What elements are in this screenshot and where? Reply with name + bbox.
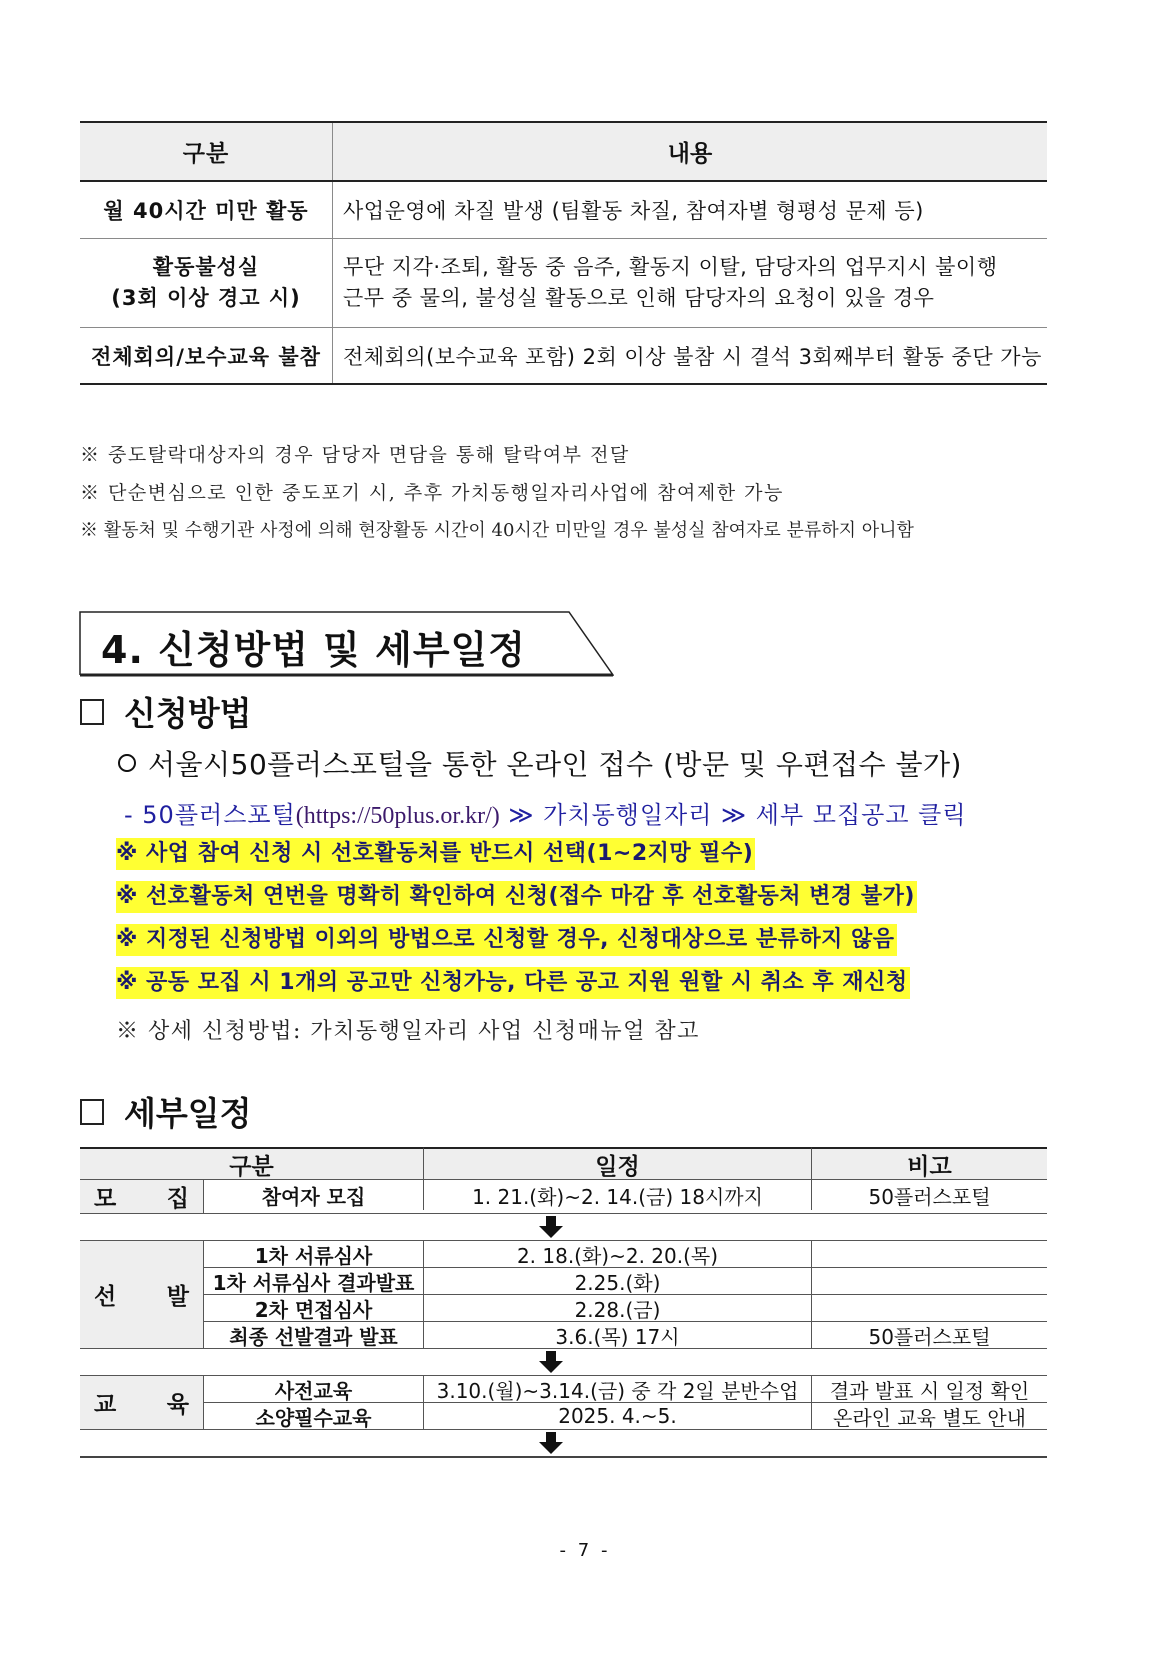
table-row — [80, 239, 1047, 328]
category-char: 발 — [166, 1284, 189, 1310]
highlight-note-method-only: ※ 지정된 신청방법 이외의 방법으로 신청할 경우, 신청대상으로 분류하지 않음 — [116, 924, 897, 956]
schedule-item: 1차 서류심사 — [204, 1241, 424, 1267]
highlight-note-preferred-site: ※ 사업 참여 신청 시 선호활동처를 반드시 선택(1~2지망 필수) — [116, 838, 755, 870]
down-arrow-icon — [539, 1351, 563, 1373]
schedule-remark: 50플러스포털 — [868, 1324, 991, 1349]
header-date: 일정 — [424, 1147, 812, 1179]
category-char: 교 — [94, 1392, 117, 1418]
schedule-item: 사전교육 — [204, 1376, 424, 1402]
checkbox-square-icon — [80, 699, 104, 725]
table-row — [204, 1241, 1047, 1268]
flow-arrow-row — [80, 1349, 1047, 1376]
row-category: 월 40시간 미만 활동 — [80, 181, 333, 239]
group-category — [80, 1376, 204, 1429]
schedule-remark — [812, 1268, 1047, 1294]
down-arrow-icon — [539, 1216, 563, 1238]
note-voluntary-quit: ※ 단순변심으로 인한 중도포기 시, 추후 가치동행일자리사업에 참여제한 가능 — [80, 482, 784, 504]
section-heading-box — [79, 611, 614, 675]
schedule-date: 3.6.(목) 17시 — [424, 1322, 812, 1348]
portal-url-link[interactable]: (https://50plus.or.kr/) — [295, 803, 500, 829]
portal-navigation-path: ≫ 가치동행일자리 ≫ 세부 모집공고 클릭 — [499, 801, 967, 829]
header-content: 내용 — [333, 122, 1048, 181]
schedule-remark — [812, 1295, 1047, 1321]
row-category — [80, 239, 333, 328]
header-remark: 비고 — [812, 1147, 1047, 1179]
schedule-group-selection — [80, 1241, 1047, 1349]
circle-bullet-icon — [118, 754, 136, 772]
category-char: 모 — [94, 1186, 117, 1212]
detail-manual-note: ※ 상세 신청방법: 가치동행일자리 사업 신청매뉴얼 참고 — [116, 1019, 700, 1044]
flow-arrow-row — [80, 1430, 1047, 1458]
table-header-row — [80, 122, 1047, 181]
schedule-remark — [812, 1241, 1047, 1267]
row-content-line: 무단 지각·조퇴, 활동 중 음주, 활동지 이탈, 담당자의 업무지시 불이행 — [343, 255, 998, 279]
header-category: 구분 — [80, 122, 333, 181]
row-category-line: (3회 이상 경고 시) — [111, 286, 301, 310]
highlight-note-check-number: ※ 선호활동처 연번을 명확히 확인하여 신청(접수 마감 후 선호활동처 변경 불가) — [116, 881, 917, 913]
schedule-date: 2.25.(화) — [424, 1268, 812, 1294]
apply-bullet-text: 서울시50플러스포털을 통한 온라인 접수 (방문 및 우편접수 불가) — [148, 748, 962, 781]
header-category: 구분 — [80, 1147, 424, 1179]
schedule-date: 2025. 4.~5. — [424, 1403, 812, 1429]
table-row — [204, 1376, 1047, 1403]
category-char: 집 — [166, 1186, 189, 1212]
schedule-group-recruit — [80, 1180, 1047, 1214]
schedule-item: 2차 면접심사 — [204, 1295, 424, 1321]
schedule-date: 1. 21.(화)~2. 14.(금) 18시까지 — [424, 1180, 812, 1210]
note-under-40-hours: ※ 활동처 및 수행기관 사정에 의해 현장활동 시간이 40시간 미만일 경우 불성실 참여자로 분류하지 아니함 — [80, 520, 914, 541]
page-number: - 7 - — [559, 1540, 611, 1561]
table-row — [204, 1268, 1047, 1295]
schedule-heading — [80, 1088, 252, 1135]
group-category — [80, 1241, 204, 1348]
apply-bullet — [118, 743, 962, 783]
flow-arrow-row — [80, 1214, 1047, 1241]
portal-name: - 50플러스포털 — [124, 801, 296, 829]
row-content-line: 근무 중 물의, 불성실 활동으로 인해 담당자의 요청이 있을 경우 — [343, 286, 935, 310]
row-category-line: 활동불성실 — [152, 255, 260, 279]
row-content: 전체회의(보수교육 포함) 2회 이상 불참 시 결석 3회째부터 활동 중단 가능 — [333, 328, 1048, 385]
schedule-table — [80, 1147, 1047, 1458]
schedule-item: 참여자 모집 — [204, 1180, 424, 1210]
row-content — [333, 239, 1048, 328]
schedule-date: 3.10.(월)~3.14.(금) 중 각 2일 분반수업 — [424, 1376, 812, 1402]
note-dropout-interview: ※ 중도탈락대상자의 경우 담당자 면담을 통해 탈락여부 전달 — [80, 444, 630, 466]
schedule-remark: 50플러스포털 — [868, 1184, 991, 1209]
schedule-remark: 결과 발표 시 일정 확인 — [829, 1378, 1030, 1403]
portal-path — [124, 795, 967, 830]
dropout-criteria-table — [80, 121, 1047, 385]
table-row — [80, 181, 1047, 239]
schedule-item: 소양필수교육 — [204, 1403, 424, 1429]
schedule-date: 2. 18.(화)~2. 20.(목) — [424, 1241, 812, 1267]
row-content: 사업운영에 차질 발생 (팀활동 차질, 참여자별 형평성 문제 등) — [333, 181, 1048, 239]
category-char: 선 — [94, 1284, 117, 1310]
schedule-date: 2.28.(금) — [424, 1295, 812, 1321]
category-char: 육 — [166, 1392, 189, 1418]
section-title: 4. 신청방법 및 세부일정 — [101, 628, 526, 672]
apply-method-title: 신청방법 — [124, 694, 252, 733]
down-arrow-icon — [539, 1432, 563, 1454]
schedule-group-education — [80, 1376, 1047, 1430]
apply-method-heading — [80, 688, 252, 735]
group-category — [80, 1180, 204, 1213]
schedule-header-row — [80, 1147, 1047, 1180]
table-row — [204, 1180, 1047, 1210]
schedule-title: 세부일정 — [124, 1094, 252, 1133]
checkbox-square-icon — [80, 1099, 104, 1125]
table-row — [204, 1322, 1047, 1348]
schedule-remark: 온라인 교육 별도 안내 — [833, 1405, 1026, 1430]
schedule-item: 1차 서류심사 결과발표 — [204, 1268, 424, 1294]
table-row — [204, 1403, 1047, 1429]
schedule-item: 최종 선발결과 발표 — [204, 1322, 424, 1348]
table-row — [80, 328, 1047, 385]
highlight-note-one-posting: ※ 공동 모집 시 1개의 공고만 신청가능, 다른 공고 지원 원할 시 취소 후 재신청 — [116, 967, 910, 999]
row-category: 전체회의/보수교육 불참 — [80, 328, 333, 385]
table-row — [204, 1295, 1047, 1322]
